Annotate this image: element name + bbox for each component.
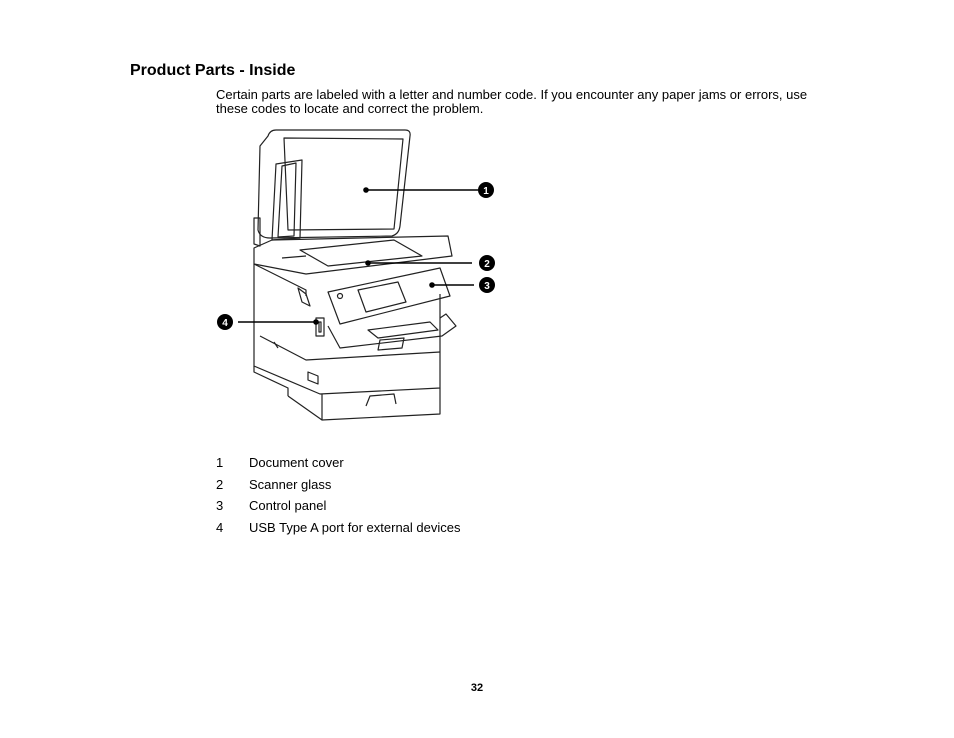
- part-label: Document cover: [249, 455, 344, 470]
- document-cover-drawing: [254, 130, 410, 246]
- callout-dot-4: [314, 320, 318, 324]
- callout-dot-2: [366, 261, 370, 265]
- scanner-glass-drawing: [254, 236, 452, 274]
- part-number: 4: [216, 519, 224, 535]
- part-label: USB Type A port for external devices: [249, 519, 461, 535]
- callout-number-2: 2: [484, 259, 490, 270]
- callout-number-3: 3: [484, 281, 490, 292]
- part-label: Control panel: [249, 498, 327, 514]
- callout-number-4: 4: [222, 318, 228, 329]
- page-title: Product Parts - Inside: [130, 62, 296, 79]
- part-number: 3: [216, 498, 224, 514]
- callout-number-1: 1: [483, 186, 489, 197]
- callout-dot-3: [430, 283, 434, 287]
- intro-paragraph: Certain parts are labeled with a letter and number code. If you encounter any paper jams or errors, use these codes to locate and correct the problem.: [216, 87, 808, 116]
- list-item: [216, 498, 461, 520]
- printer-illustration: [210, 126, 510, 426]
- parts-list: [216, 455, 461, 541]
- page-number: 32: [470, 682, 484, 694]
- part-number: 1: [216, 455, 224, 470]
- callout-dot-1: [364, 188, 368, 192]
- list-item: [216, 520, 461, 542]
- part-number: 2: [216, 476, 224, 492]
- part-label: Scanner glass: [249, 476, 332, 492]
- output-tray-drawing: [328, 314, 456, 350]
- control-panel-drawing: [328, 268, 450, 324]
- list-item: [216, 477, 461, 499]
- list-item: [216, 455, 461, 477]
